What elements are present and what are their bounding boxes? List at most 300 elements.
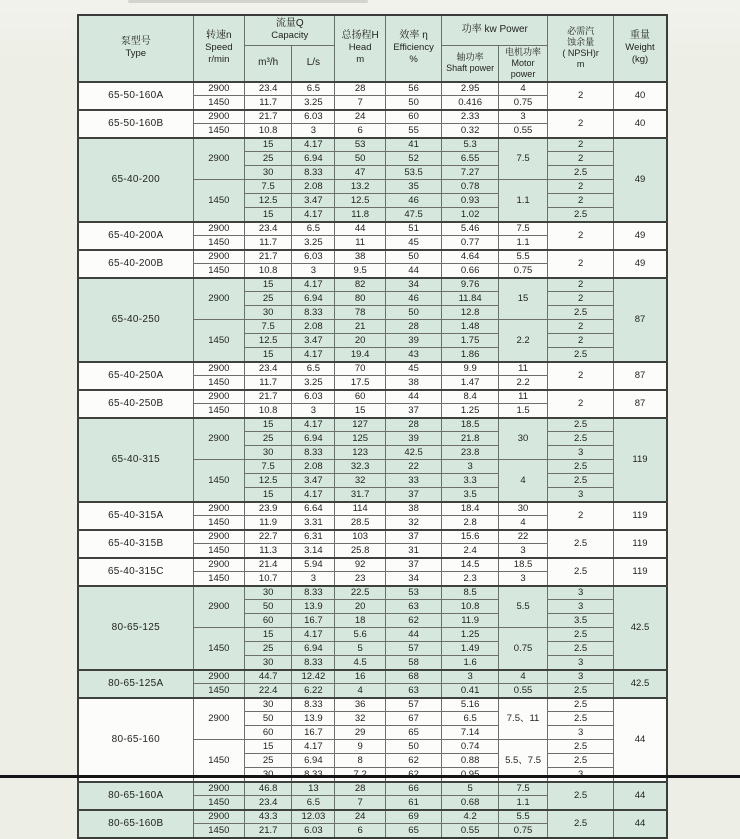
cell-pump-type: 65-40-250 — [78, 278, 193, 362]
cell-capacity-ls: 16.7 — [292, 726, 335, 740]
cell-motor-power: 0.55 — [498, 684, 547, 698]
cell-motor-power: 5.5、7.5 — [498, 740, 547, 782]
cell-head: 24 — [335, 810, 385, 824]
cell-head: 123 — [335, 446, 385, 460]
cell-capacity-m3h: 10.8 — [245, 264, 292, 278]
cell-npsh: 2.5 — [548, 306, 614, 320]
cell-capacity-ls: 12.42 — [292, 670, 335, 684]
cell-shaft-power: 9.76 — [442, 278, 499, 292]
cell-speed: 2900 — [193, 222, 244, 236]
cell-head: 6 — [335, 124, 385, 138]
cell-shaft-power: 8.5 — [442, 586, 499, 600]
cell-motor-power: 7.5、11 — [498, 698, 547, 740]
col-header-efficiency — [385, 15, 442, 82]
cell-capacity-ls: 3 — [292, 124, 335, 138]
cell-motor-power: 1.1 — [498, 236, 547, 250]
cell-shaft-power: 4.2 — [442, 810, 499, 824]
cell-speed: 2900 — [193, 810, 244, 824]
cell-npsh: 2.5 — [548, 642, 614, 656]
cell-head: 103 — [335, 530, 385, 544]
cell-capacity-ls: 6.5 — [292, 82, 335, 96]
cell-motor-power: 30 — [498, 418, 547, 460]
cell-capacity-ls: 16.7 — [292, 614, 335, 628]
cell-pump-type: 65-50-160B — [78, 110, 193, 138]
cell-capacity-ls: 13.9 — [292, 600, 335, 614]
cell-capacity-m3h: 11.7 — [245, 236, 292, 250]
cell-pump-type: 80-65-160 — [78, 698, 193, 782]
cell-speed: 2900 — [193, 362, 244, 376]
cell-shaft-power: 0.68 — [442, 796, 499, 810]
cell-shaft-power: 0.41 — [442, 684, 499, 698]
cell-shaft-power: 3 — [442, 460, 499, 474]
cell-shaft-power: 5.46 — [442, 222, 499, 236]
cell-shaft-power: 4.64 — [442, 250, 499, 264]
cell-efficiency: 44 — [385, 628, 442, 642]
cell-efficiency: 65 — [385, 824, 442, 838]
power-title: 功率 kw Power — [461, 24, 528, 36]
type-label-zh: 泵型号 — [120, 36, 151, 48]
table-row — [78, 502, 667, 516]
cell-head: 80 — [335, 292, 385, 306]
cell-speed: 1450 — [193, 236, 244, 250]
cell-shaft-power: 3 — [442, 670, 499, 684]
cell-pump-type: 65-40-315 — [78, 418, 193, 502]
cell-efficiency: 57 — [385, 698, 442, 712]
cell-shaft-power: 23.8 — [442, 446, 499, 460]
cell-capacity-m3h: 21.7 — [245, 110, 292, 124]
cell-efficiency: 46 — [385, 194, 442, 208]
cell-motor-power: 0.75 — [498, 96, 547, 110]
cell-efficiency: 57 — [385, 642, 442, 656]
col-header-ls: L/s — [292, 45, 335, 82]
cell-npsh: 3 — [548, 656, 614, 670]
cell-capacity-m3h: 23.4 — [245, 796, 292, 810]
col-header-type — [78, 15, 193, 82]
table-row — [78, 418, 667, 432]
cell-npsh: 3 — [548, 600, 614, 614]
weight-label-zh: 重量 — [630, 30, 650, 42]
cell-motor-power: 2.2 — [498, 376, 547, 390]
cell-npsh: 2 — [548, 82, 614, 110]
cell-npsh: 3 — [548, 586, 614, 600]
cell-capacity-m3h: 15 — [245, 740, 292, 754]
cell-motor-power: 5.5 — [498, 250, 547, 264]
cell-head: 17.5 — [335, 376, 385, 390]
cell-efficiency: 63 — [385, 600, 442, 614]
cell-capacity-ls: 6.94 — [292, 754, 335, 768]
cell-head: 114 — [335, 502, 385, 516]
cell-weight: 49 — [614, 250, 668, 278]
scan-artifact — [128, 0, 368, 3]
cell-shaft-power: 1.75 — [442, 334, 499, 348]
cell-head: 78 — [335, 306, 385, 320]
cell-capacity-m3h: 23.9 — [245, 502, 292, 516]
cell-head: 60 — [335, 390, 385, 404]
cell-efficiency: 43 — [385, 348, 442, 362]
cell-efficiency: 55 — [385, 124, 442, 138]
table-row — [78, 558, 667, 572]
cell-efficiency: 28 — [385, 418, 442, 432]
table-row — [78, 670, 667, 684]
cell-motor-power: 3 — [498, 544, 547, 558]
cell-head: 70 — [335, 362, 385, 376]
cell-npsh: 3.5 — [548, 614, 614, 628]
cell-npsh: 2.5 — [548, 698, 614, 712]
cell-shaft-power: 0.32 — [442, 124, 499, 138]
table-row — [78, 250, 667, 264]
cell-capacity-ls: 6.5 — [292, 362, 335, 376]
cell-shaft-power: 2.4 — [442, 544, 499, 558]
cell-efficiency: 46 — [385, 292, 442, 306]
cell-head: 125 — [335, 432, 385, 446]
cell-head: 9 — [335, 740, 385, 754]
cell-efficiency: 62 — [385, 614, 442, 628]
cell-capacity-ls: 3.14 — [292, 544, 335, 558]
cell-shaft-power: 3.5 — [442, 488, 499, 502]
cell-weight: 44 — [614, 698, 668, 782]
cell-capacity-m3h: 21.7 — [245, 390, 292, 404]
cell-efficiency: 58 — [385, 656, 442, 670]
cell-shaft-power: 7.27 — [442, 166, 499, 180]
cell-head: 29 — [335, 726, 385, 740]
cell-head: 5 — [335, 642, 385, 656]
efficiency-label-zh: 效率 η — [399, 30, 428, 42]
table-row — [78, 278, 667, 292]
capacity-label-zh: 流量Q — [275, 18, 304, 30]
cell-head: 32.3 — [335, 460, 385, 474]
cell-head: 28 — [335, 82, 385, 96]
cell-speed: 2900 — [193, 82, 244, 96]
cell-speed: 2900 — [193, 278, 244, 320]
cell-capacity-ls: 6.31 — [292, 530, 335, 544]
cell-shaft-power: 5 — [442, 782, 499, 796]
cell-efficiency: 50 — [385, 306, 442, 320]
cell-npsh: 2.5 — [548, 754, 614, 768]
cell-motor-power: 0.75 — [498, 824, 547, 838]
cell-head: 28 — [335, 782, 385, 796]
cell-weight: 49 — [614, 138, 668, 222]
cell-efficiency: 56 — [385, 82, 442, 96]
cell-shaft-power: 6.55 — [442, 152, 499, 166]
cell-capacity-ls: 6.5 — [292, 222, 335, 236]
cell-shaft-power: 2.95 — [442, 82, 499, 96]
cell-head: 82 — [335, 278, 385, 292]
cell-efficiency: 66 — [385, 782, 442, 796]
cell-efficiency: 45 — [385, 362, 442, 376]
cell-shaft-power: 1.25 — [442, 628, 499, 642]
cell-capacity-m3h: 11.3 — [245, 544, 292, 558]
cell-efficiency: 62 — [385, 754, 442, 768]
cell-capacity-m3h: 30 — [245, 306, 292, 320]
cell-efficiency: 47.5 — [385, 208, 442, 222]
cell-head: 6 — [335, 824, 385, 838]
cell-capacity-m3h: 44.7 — [245, 670, 292, 684]
cell-weight: 119 — [614, 502, 668, 530]
cell-shaft-power: 11.9 — [442, 614, 499, 628]
cell-speed: 2900 — [193, 390, 244, 404]
cell-pump-type: 65-40-315C — [78, 558, 193, 586]
cell-capacity-m3h: 25 — [245, 432, 292, 446]
cell-npsh: 2.5 — [548, 740, 614, 754]
cell-npsh: 2.5 — [548, 810, 614, 838]
cell-motor-power: 4 — [498, 82, 547, 96]
cell-capacity-m3h: 21.4 — [245, 558, 292, 572]
cell-speed: 1450 — [193, 96, 244, 110]
speed-label-zh: 转速n — [206, 30, 232, 42]
cell-efficiency: 31 — [385, 544, 442, 558]
cell-head: 23 — [335, 572, 385, 586]
cell-speed: 2900 — [193, 586, 244, 628]
cell-shaft-power: 0.74 — [442, 740, 499, 754]
cell-npsh: 2 — [548, 138, 614, 152]
cell-capacity-m3h: 25 — [245, 642, 292, 656]
cell-motor-power: 15 — [498, 278, 547, 320]
cell-efficiency: 51 — [385, 222, 442, 236]
cell-motor-power: 18.5 — [498, 558, 547, 572]
cell-weight: 119 — [614, 530, 668, 558]
cell-shaft-power: 1.49 — [442, 642, 499, 656]
cell-efficiency: 69 — [385, 810, 442, 824]
cell-head: 21 — [335, 320, 385, 334]
cell-head: 47 — [335, 166, 385, 180]
cell-weight: 42.5 — [614, 670, 668, 698]
col-header-capacity — [245, 15, 335, 45]
cell-speed: 2900 — [193, 698, 244, 740]
cell-capacity-ls: 4.17 — [292, 208, 335, 222]
cell-shaft-power: 6.5 — [442, 712, 499, 726]
col-header-head — [335, 15, 385, 82]
cell-capacity-m3h: 12.5 — [245, 334, 292, 348]
cell-npsh: 2 — [548, 278, 614, 292]
cell-capacity-m3h: 30 — [245, 446, 292, 460]
cell-speed: 2900 — [193, 782, 244, 796]
cell-pump-type: 65-50-160A — [78, 82, 193, 110]
cell-capacity-ls: 6.94 — [292, 432, 335, 446]
cell-head: 20 — [335, 600, 385, 614]
cell-capacity-ls: 4.17 — [292, 138, 335, 152]
efficiency-unit: % — [409, 54, 418, 66]
col-header-m3h: m³/h — [245, 45, 292, 82]
cell-capacity-ls: 8.33 — [292, 698, 335, 712]
cell-efficiency: 50 — [385, 740, 442, 754]
cell-npsh: 2.5 — [548, 418, 614, 432]
cell-capacity-ls: 4.17 — [292, 740, 335, 754]
table-header — [78, 15, 667, 82]
cell-speed: 1450 — [193, 124, 244, 138]
cell-head: 18 — [335, 614, 385, 628]
cell-capacity-ls: 2.08 — [292, 460, 335, 474]
cell-capacity-m3h: 60 — [245, 614, 292, 628]
cell-head: 13.2 — [335, 180, 385, 194]
cell-capacity-ls: 3.25 — [292, 236, 335, 250]
cell-capacity-ls: 4.17 — [292, 278, 335, 292]
cell-shaft-power: 21.8 — [442, 432, 499, 446]
cell-efficiency: 52 — [385, 152, 442, 166]
cell-capacity-m3h: 30 — [245, 656, 292, 670]
cell-weight: 87 — [614, 362, 668, 390]
cell-shaft-power: 2.3 — [442, 572, 499, 586]
cell-capacity-ls: 6.94 — [292, 292, 335, 306]
cell-efficiency: 34 — [385, 572, 442, 586]
table-row — [78, 362, 667, 376]
cell-speed: 1450 — [193, 460, 244, 502]
shaft-power-en: Shaft power — [446, 63, 495, 73]
cell-npsh: 2.5 — [548, 530, 614, 558]
table-row — [78, 782, 667, 796]
table-row — [78, 82, 667, 96]
cell-head: 20 — [335, 334, 385, 348]
cell-efficiency: 38 — [385, 502, 442, 516]
cell-speed: 1450 — [193, 376, 244, 390]
cell-npsh: 2 — [548, 110, 614, 138]
cell-speed: 1450 — [193, 628, 244, 670]
cell-shaft-power: 3.3 — [442, 474, 499, 488]
cell-efficiency: 61 — [385, 796, 442, 810]
cell-capacity-m3h: 15 — [245, 348, 292, 362]
type-label-en: Type — [125, 48, 147, 60]
cell-shaft-power: 1.86 — [442, 348, 499, 362]
cell-motor-power: 11 — [498, 390, 547, 404]
cell-motor-power: 1.5 — [498, 404, 547, 418]
cell-capacity-ls: 3.47 — [292, 334, 335, 348]
cell-weight: 119 — [614, 558, 668, 586]
cell-head: 11 — [335, 236, 385, 250]
head-label-en: Head — [348, 42, 372, 54]
cell-pump-type: 65-40-250B — [78, 390, 193, 418]
cell-speed: 2900 — [193, 418, 244, 460]
cell-weight: 49 — [614, 222, 668, 250]
cell-motor-power: 1.1 — [498, 180, 547, 222]
cell-npsh: 2 — [548, 390, 614, 418]
cell-head: 50 — [335, 152, 385, 166]
cell-efficiency: 35 — [385, 180, 442, 194]
cell-head: 44 — [335, 222, 385, 236]
cell-npsh: 2.5 — [548, 166, 614, 180]
npsh-line1: 必需汽 — [567, 26, 595, 37]
cell-efficiency: 45 — [385, 236, 442, 250]
cell-head: 4 — [335, 684, 385, 698]
cell-capacity-m3h: 10.8 — [245, 124, 292, 138]
cell-efficiency: 53.5 — [385, 166, 442, 180]
cell-head: 92 — [335, 558, 385, 572]
cell-shaft-power: 0.77 — [442, 236, 499, 250]
cell-capacity-m3h: 25 — [245, 152, 292, 166]
cell-efficiency: 37 — [385, 530, 442, 544]
table-row — [78, 698, 667, 712]
cell-shaft-power: 18.5 — [442, 418, 499, 432]
cell-speed: 1450 — [193, 796, 244, 810]
cell-shaft-power: 10.8 — [442, 600, 499, 614]
cell-shaft-power: 15.6 — [442, 530, 499, 544]
cell-efficiency: 53 — [385, 586, 442, 600]
cell-npsh: 2.5 — [548, 474, 614, 488]
cell-speed: 2900 — [193, 670, 244, 684]
cell-capacity-m3h: 30 — [245, 586, 292, 600]
table-row — [78, 110, 667, 124]
cell-pump-type: 80-65-125 — [78, 586, 193, 670]
cell-efficiency: 28 — [385, 320, 442, 334]
cell-capacity-m3h: 60 — [245, 726, 292, 740]
cell-head: 9.5 — [335, 264, 385, 278]
cell-capacity-m3h: 23.4 — [245, 82, 292, 96]
cell-shaft-power: 1.25 — [442, 404, 499, 418]
cell-head: 127 — [335, 418, 385, 432]
motor-power-en: Motor power — [510, 57, 536, 79]
cell-motor-power: 2.2 — [498, 320, 547, 362]
cell-efficiency: 32 — [385, 516, 442, 530]
cell-efficiency: 38 — [385, 376, 442, 390]
cell-shaft-power: 0.93 — [442, 194, 499, 208]
cell-capacity-ls: 6.64 — [292, 502, 335, 516]
cell-capacity-m3h: 11.7 — [245, 376, 292, 390]
cell-capacity-m3h: 43.3 — [245, 810, 292, 824]
cell-speed: 1450 — [193, 740, 244, 782]
cell-efficiency: 50 — [385, 250, 442, 264]
cell-efficiency: 37 — [385, 558, 442, 572]
cell-npsh: 2 — [548, 250, 614, 278]
cell-efficiency: 34 — [385, 278, 442, 292]
cell-shaft-power: 5.16 — [442, 698, 499, 712]
cell-shaft-power: 1.48 — [442, 320, 499, 334]
cell-capacity-ls: 4.17 — [292, 488, 335, 502]
cell-npsh: 3 — [548, 726, 614, 740]
cell-head: 24 — [335, 110, 385, 124]
col-header-weight — [614, 15, 668, 82]
table-row — [78, 138, 667, 152]
cell-head: 7 — [335, 796, 385, 810]
cell-motor-power: 5.5 — [498, 586, 547, 628]
cell-speed: 1450 — [193, 572, 244, 586]
cell-capacity-m3h: 22.4 — [245, 684, 292, 698]
cell-motor-power: 0.75 — [498, 628, 547, 670]
cell-head: 4.5 — [335, 656, 385, 670]
npsh-line4: m — [576, 59, 585, 70]
npsh-line2: 蚀余量 — [567, 37, 595, 48]
cell-head: 28.5 — [335, 516, 385, 530]
cell-speed: 1450 — [193, 320, 244, 362]
cell-shaft-power: 0.78 — [442, 180, 499, 194]
cell-capacity-m3h: 15 — [245, 138, 292, 152]
cell-capacity-ls: 3.47 — [292, 474, 335, 488]
head-unit: m — [356, 54, 365, 66]
cell-head: 19.4 — [335, 348, 385, 362]
cell-capacity-m3h: 50 — [245, 600, 292, 614]
cell-capacity-ls: 8.33 — [292, 166, 335, 180]
table-row — [78, 222, 667, 236]
cell-motor-power: 30 — [498, 502, 547, 516]
cell-npsh: 2.5 — [548, 432, 614, 446]
page-bottom-rule — [0, 775, 740, 778]
cell-head: 36 — [335, 698, 385, 712]
cell-efficiency: 42.5 — [385, 446, 442, 460]
cell-capacity-m3h: 11.9 — [245, 516, 292, 530]
cell-weight: 40 — [614, 110, 668, 138]
table-row — [78, 530, 667, 544]
cell-npsh: 2 — [548, 292, 614, 306]
table-row — [78, 390, 667, 404]
cell-shaft-power: 2.33 — [442, 110, 499, 124]
cell-capacity-m3h: 15 — [245, 488, 292, 502]
cell-capacity-ls: 3.31 — [292, 516, 335, 530]
cell-head: 32 — [335, 712, 385, 726]
cell-shaft-power: 8.4 — [442, 390, 499, 404]
cell-speed: 2900 — [193, 502, 244, 516]
cell-head: 25.8 — [335, 544, 385, 558]
cell-capacity-ls: 6.03 — [292, 250, 335, 264]
cell-capacity-m3h: 15 — [245, 278, 292, 292]
cell-speed: 1450 — [193, 264, 244, 278]
pump-spec-table — [77, 14, 668, 836]
